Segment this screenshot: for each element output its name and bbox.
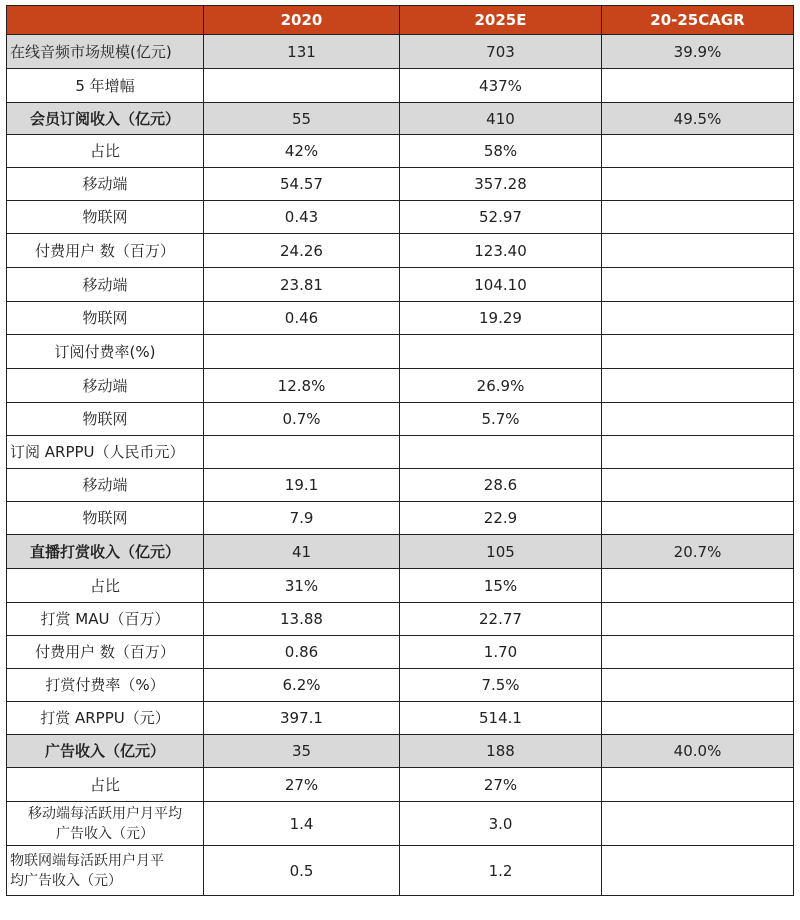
value-2025e-cell: 1.2: [400, 846, 602, 896]
value-2025e-cell: 22.9: [400, 502, 602, 535]
value-cagr-cell: [602, 569, 794, 603]
table-row: [6, 569, 794, 603]
table-row: [6, 535, 794, 569]
table-row: [6, 669, 794, 702]
value-2025e-cell: 105: [400, 535, 602, 569]
value-2020-cell: 7.9: [204, 502, 400, 535]
table-row: [6, 502, 794, 535]
row-label-cell: 移动端: [6, 369, 204, 403]
table-row: [6, 268, 794, 302]
value-cagr-cell: [602, 69, 794, 103]
value-cagr-cell: [602, 268, 794, 302]
value-cagr-cell: [602, 469, 794, 502]
value-2025e-cell: [400, 335, 602, 369]
value-2020-cell: 42%: [204, 135, 400, 168]
row-label-cell: 订阅 ARPPU（人民币元）: [6, 436, 204, 469]
value-2020-cell: 6.2%: [204, 669, 400, 702]
row-label-line: 移动端每活跃用户月平均: [28, 805, 182, 822]
value-cagr-cell: 39.9%: [602, 35, 794, 69]
value-cagr-cell: [602, 369, 794, 403]
value-cagr-cell: [602, 403, 794, 436]
value-cagr-cell: [602, 201, 794, 234]
row-label-multiline: [10, 851, 164, 891]
table-row: [6, 135, 794, 168]
value-cagr-cell: [602, 603, 794, 636]
row-label-cell: 移动端: [6, 168, 204, 201]
table-row: [6, 302, 794, 335]
value-2020-cell: 0.5: [204, 846, 400, 896]
table-row: [6, 69, 794, 103]
table-row: [6, 35, 794, 69]
value-2020-cell: 23.81: [204, 268, 400, 302]
value-cagr-cell: [602, 234, 794, 268]
value-2025e-cell: 437%: [400, 69, 602, 103]
row-label-cell: 移动端: [6, 469, 204, 502]
table-row: [6, 469, 794, 502]
row-label-cell: 打赏 MAU（百万）: [6, 603, 204, 636]
value-cagr-cell: 40.0%: [602, 735, 794, 768]
row-label-cell: 移动端: [6, 268, 204, 302]
value-2020-cell: 12.8%: [204, 369, 400, 403]
value-cagr-cell: [602, 335, 794, 369]
header-cell-2020: 2020: [204, 5, 400, 35]
value-2025e-cell: 123.40: [400, 234, 602, 268]
row-label-cell: [6, 846, 204, 896]
row-label-cell: 广告收入（亿元）: [6, 735, 204, 768]
value-2020-cell: [204, 335, 400, 369]
table-header-row: [6, 5, 794, 35]
value-cagr-cell: [602, 846, 794, 896]
value-cagr-cell: [602, 436, 794, 469]
row-label-cell: 打赏 ARPPU（元）: [6, 702, 204, 735]
value-cagr-cell: [602, 768, 794, 802]
value-2025e-cell: 15%: [400, 569, 602, 603]
header-cell-cagr: 20-25CAGR: [602, 5, 794, 35]
value-2025e-cell: 3.0: [400, 802, 602, 846]
table-row: [6, 768, 794, 802]
value-2025e-cell: 26.9%: [400, 369, 602, 403]
value-2020-cell: 35: [204, 735, 400, 768]
table-row: [6, 735, 794, 768]
value-2020-cell: 13.88: [204, 603, 400, 636]
row-label-cell: 物联网: [6, 403, 204, 436]
table-row: [6, 168, 794, 201]
table-row: [6, 636, 794, 669]
value-2020-cell: 131: [204, 35, 400, 69]
value-2025e-cell: [400, 436, 602, 469]
table-row: [6, 103, 794, 135]
row-label-cell: 会员订阅收入（亿元）: [6, 103, 204, 135]
value-2020-cell: 0.46: [204, 302, 400, 335]
value-2020-cell: 0.43: [204, 201, 400, 234]
row-label-cell: [6, 802, 204, 846]
value-cagr-cell: [602, 502, 794, 535]
value-2025e-cell: 22.77: [400, 603, 602, 636]
row-label-cell: 物联网: [6, 502, 204, 535]
value-cagr-cell: [602, 802, 794, 846]
value-2020-cell: 31%: [204, 569, 400, 603]
value-cagr-cell: 20.7%: [602, 535, 794, 569]
value-2025e-cell: 104.10: [400, 268, 602, 302]
value-2025e-cell: 19.29: [400, 302, 602, 335]
header-cell-2025e: 2025E: [400, 5, 602, 35]
value-2025e-cell: 28.6: [400, 469, 602, 502]
value-2020-cell: 0.7%: [204, 403, 400, 436]
row-label-cell: 占比: [6, 768, 204, 802]
value-2025e-cell: 27%: [400, 768, 602, 802]
table-row: [6, 436, 794, 469]
market-forecast-table: [6, 5, 794, 896]
value-2020-cell: 41: [204, 535, 400, 569]
row-label-cell: 付费用户 数（百万）: [6, 234, 204, 268]
row-label-cell: 占比: [6, 135, 204, 168]
row-label-line: 均广告收入（元）: [10, 872, 122, 889]
value-2020-cell: [204, 436, 400, 469]
value-2020-cell: 19.1: [204, 469, 400, 502]
row-label-cell: 直播打赏收入（亿元）: [6, 535, 204, 569]
value-2025e-cell: 58%: [400, 135, 602, 168]
value-2020-cell: 54.57: [204, 168, 400, 201]
value-cagr-cell: [602, 669, 794, 702]
value-2020-cell: 27%: [204, 768, 400, 802]
value-2020-cell: 24.26: [204, 234, 400, 268]
value-2025e-cell: 514.1: [400, 702, 602, 735]
row-label-cell: 5 年增幅: [6, 69, 204, 103]
value-cagr-cell: [602, 135, 794, 168]
value-2020-cell: 55: [204, 103, 400, 135]
row-label-line: 广告收入（元）: [56, 825, 154, 842]
table-row: [6, 802, 794, 846]
table-row: [6, 702, 794, 735]
row-label-cell: 物联网: [6, 302, 204, 335]
value-2025e-cell: 410: [400, 103, 602, 135]
table-row: [6, 369, 794, 403]
value-2020-cell: [204, 69, 400, 103]
table-body: [6, 35, 794, 896]
value-2025e-cell: 52.97: [400, 201, 602, 234]
row-label-multiline: [28, 804, 182, 844]
value-2025e-cell: 1.70: [400, 636, 602, 669]
value-2020-cell: 1.4: [204, 802, 400, 846]
row-label-cell: 付费用户 数（百万）: [6, 636, 204, 669]
value-cagr-cell: [602, 302, 794, 335]
value-2025e-cell: 703: [400, 35, 602, 69]
value-cagr-cell: 49.5%: [602, 103, 794, 135]
value-cagr-cell: [602, 636, 794, 669]
value-2020-cell: 397.1: [204, 702, 400, 735]
header-cell-label: [6, 5, 204, 35]
value-cagr-cell: [602, 168, 794, 201]
value-cagr-cell: [602, 702, 794, 735]
table-row: [6, 603, 794, 636]
row-label-cell: 占比: [6, 569, 204, 603]
row-label-cell: 订阅付费率(%): [6, 335, 204, 369]
row-label-line: 物联网端每活跃用户月平: [10, 852, 164, 869]
table-row: [6, 234, 794, 268]
value-2025e-cell: 7.5%: [400, 669, 602, 702]
row-label-cell: 物联网: [6, 201, 204, 234]
table-row: [6, 335, 794, 369]
table-row: [6, 403, 794, 436]
table-row: [6, 201, 794, 234]
value-2025e-cell: 188: [400, 735, 602, 768]
row-label-cell: 打赏付费率（%）: [6, 669, 204, 702]
value-2020-cell: 0.86: [204, 636, 400, 669]
row-label-cell: 在线音频市场规模(亿元): [6, 35, 204, 69]
table-row: [6, 846, 794, 896]
value-2025e-cell: 5.7%: [400, 403, 602, 436]
value-2025e-cell: 357.28: [400, 168, 602, 201]
